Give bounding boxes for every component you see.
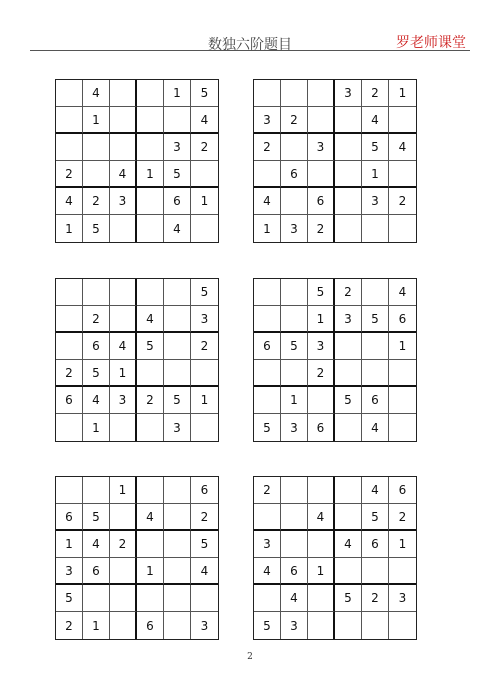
sudoku-cell xyxy=(83,477,110,504)
sudoku-cell: 3 xyxy=(191,306,218,333)
sudoku-cell xyxy=(137,414,164,441)
sudoku-cell: 1 xyxy=(110,477,137,504)
sudoku-cell xyxy=(335,477,362,504)
sudoku-cell: 3 xyxy=(281,414,308,441)
sudoku-cell: 2 xyxy=(191,134,218,161)
header-rule xyxy=(30,50,470,51)
sudoku-cell: 4 xyxy=(389,134,416,161)
sudoku-cell: 5 xyxy=(281,333,308,360)
sudoku-cell xyxy=(308,531,335,558)
sudoku-cell xyxy=(137,80,164,107)
sudoku-cell: 5 xyxy=(83,504,110,531)
sudoku-cell: 4 xyxy=(83,387,110,414)
sudoku-cell xyxy=(389,215,416,242)
sudoku-cell xyxy=(254,387,281,414)
sudoku-cell xyxy=(389,558,416,585)
sudoku-cell: 5 xyxy=(83,215,110,242)
sudoku-cell: 1 xyxy=(254,215,281,242)
sudoku-cell: 6 xyxy=(56,387,83,414)
sudoku-cell xyxy=(110,107,137,134)
sudoku-cell: 6 xyxy=(83,558,110,585)
sudoku-cell xyxy=(308,477,335,504)
sudoku-cell xyxy=(281,504,308,531)
sudoku-cell: 4 xyxy=(362,107,389,134)
sudoku-cell xyxy=(335,107,362,134)
sudoku-cell: 5 xyxy=(362,306,389,333)
sudoku-cell xyxy=(389,161,416,188)
sudoku-cell: 4 xyxy=(362,414,389,441)
sudoku-cell: 6 xyxy=(164,188,191,215)
sudoku-cell: 1 xyxy=(83,414,110,441)
sudoku-grid-2 xyxy=(253,79,417,243)
sudoku-cell xyxy=(110,80,137,107)
sudoku-cell xyxy=(137,215,164,242)
sudoku-cell: 3 xyxy=(281,612,308,639)
sudoku-cell: 4 xyxy=(137,504,164,531)
sudoku-cell: 3 xyxy=(335,306,362,333)
sudoku-cell: 1 xyxy=(308,558,335,585)
sudoku-cell xyxy=(191,414,218,441)
page-number: 2 xyxy=(247,652,253,662)
sudoku-cell xyxy=(191,585,218,612)
sudoku-cell: 1 xyxy=(164,80,191,107)
sudoku-cell: 1 xyxy=(281,387,308,414)
sudoku-cell xyxy=(110,558,137,585)
sudoku-cell: 1 xyxy=(110,360,137,387)
sudoku-cell xyxy=(281,306,308,333)
sudoku-cell xyxy=(164,612,191,639)
sudoku-grid-6 xyxy=(253,476,417,640)
sudoku-cell xyxy=(389,107,416,134)
sudoku-cell xyxy=(137,360,164,387)
sudoku-cell xyxy=(83,585,110,612)
sudoku-cell: 1 xyxy=(362,161,389,188)
sudoku-cell: 5 xyxy=(335,387,362,414)
sudoku-cell: 5 xyxy=(362,134,389,161)
sudoku-cell xyxy=(389,414,416,441)
sudoku-cell xyxy=(281,477,308,504)
sudoku-cell: 4 xyxy=(110,333,137,360)
sudoku-cell xyxy=(56,80,83,107)
sudoku-cell: 2 xyxy=(83,306,110,333)
sudoku-cell: 5 xyxy=(254,414,281,441)
sudoku-cell: 3 xyxy=(200,618,209,633)
sudoku-cell: 2 xyxy=(308,215,335,242)
sudoku-cell: 4 xyxy=(308,504,335,531)
sudoku-cell: 2 xyxy=(362,80,389,107)
sudoku-cell: 3 xyxy=(254,531,281,558)
sudoku-cell xyxy=(335,558,362,585)
sudoku-cell xyxy=(56,414,83,441)
sudoku-cell xyxy=(137,279,164,306)
sudoku-cell: 6 xyxy=(254,333,281,360)
sudoku-cell: 2 xyxy=(191,504,218,531)
sudoku-cell: 5 xyxy=(137,333,164,360)
sudoku-cell: 6 xyxy=(281,558,308,585)
sudoku-cell: 3 xyxy=(110,387,137,414)
sudoku-cell xyxy=(110,585,137,612)
sudoku-cell xyxy=(254,306,281,333)
sudoku-cell xyxy=(389,360,416,387)
sudoku-cell xyxy=(308,80,335,107)
sudoku-cell xyxy=(281,279,308,306)
sudoku-cell: 5 xyxy=(308,279,335,306)
sudoku-cell: 2 xyxy=(362,585,389,612)
sudoku-cell: 1 xyxy=(389,333,416,360)
sudoku-cell xyxy=(164,360,191,387)
sudoku-cell: 5 xyxy=(56,585,83,612)
sudoku-cell xyxy=(281,134,308,161)
sudoku-cell xyxy=(56,306,83,333)
sudoku-cell: 2 xyxy=(389,504,416,531)
sudoku-cell: 2 xyxy=(137,387,164,414)
sudoku-cell xyxy=(335,161,362,188)
sudoku-cell xyxy=(56,107,83,134)
sudoku-cell: 3 xyxy=(281,215,308,242)
sudoku-cell: 2 xyxy=(389,188,416,215)
sudoku-cell: 2 xyxy=(56,161,83,188)
sudoku-cell xyxy=(164,107,191,134)
sudoku-cell xyxy=(362,333,389,360)
sudoku-cell xyxy=(281,188,308,215)
sudoku-cell: 1 xyxy=(56,531,83,558)
sudoku-cell xyxy=(335,612,362,639)
sudoku-cell xyxy=(164,279,191,306)
sudoku-grid-1 xyxy=(55,79,219,243)
sudoku-cell: 1 xyxy=(83,107,110,134)
sudoku-cell xyxy=(110,612,137,639)
sudoku-cell: 6 xyxy=(191,477,218,504)
sudoku-cell xyxy=(362,558,389,585)
sudoku-grid-4 xyxy=(253,278,417,442)
sudoku-cell xyxy=(83,161,110,188)
sudoku-cell: 4 xyxy=(83,531,110,558)
sudoku-cell xyxy=(137,477,164,504)
sudoku-cell xyxy=(137,134,164,161)
sudoku-grid-3 xyxy=(55,278,219,442)
sudoku-cell xyxy=(335,360,362,387)
sudoku-cell: 1 xyxy=(56,215,83,242)
sudoku-cell xyxy=(281,80,308,107)
sudoku-cell: 3 xyxy=(110,188,137,215)
sudoku-cell: 5 xyxy=(191,80,218,107)
sudoku-cell: 2 xyxy=(83,188,110,215)
sudoku-cell: 6 xyxy=(389,306,416,333)
brand-label: 罗老师课堂 xyxy=(396,35,466,51)
sudoku-cell xyxy=(56,477,83,504)
sudoku-cell xyxy=(83,134,110,161)
sudoku-cell xyxy=(389,387,416,414)
sudoku-cell xyxy=(110,215,137,242)
sudoku-cell: 5 xyxy=(164,387,191,414)
sudoku-cell xyxy=(335,333,362,360)
sudoku-cell: 3 xyxy=(308,333,335,360)
sudoku-cell: 2 xyxy=(254,134,281,161)
sudoku-cell: 6 xyxy=(281,161,308,188)
sudoku-cell: 3 xyxy=(335,80,362,107)
sudoku-cell: 4 xyxy=(83,80,110,107)
sudoku-cell: 5 xyxy=(191,279,218,306)
sudoku-cell xyxy=(164,558,191,585)
sudoku-cell: 6 xyxy=(389,477,416,504)
sudoku-cell: 6 xyxy=(362,387,389,414)
sudoku-cell: 5 xyxy=(362,504,389,531)
sudoku-cell: 3 xyxy=(308,134,335,161)
sudoku-cell: 1 xyxy=(137,558,164,585)
sudoku-cell xyxy=(164,585,191,612)
sudoku-cell xyxy=(110,134,137,161)
sudoku-cell xyxy=(308,585,335,612)
sudoku-cell: 6 xyxy=(56,504,83,531)
sudoku-cell: 2 xyxy=(191,333,218,360)
sudoku-cell: 4 xyxy=(281,585,308,612)
sudoku-cell: 3 xyxy=(389,585,416,612)
sudoku-cell: 4 xyxy=(335,531,362,558)
sudoku-cell: 6 xyxy=(362,531,389,558)
sudoku-cell xyxy=(254,585,281,612)
sudoku-cell: 4 xyxy=(110,161,137,188)
sudoku-cell xyxy=(308,612,335,639)
sudoku-cell: 2 xyxy=(335,279,362,306)
sudoku-cell xyxy=(110,414,137,441)
sudoku-cell xyxy=(137,107,164,134)
sudoku-cell xyxy=(56,279,83,306)
sudoku-cell: 3 xyxy=(164,414,191,441)
sudoku-cell xyxy=(362,360,389,387)
sudoku-cell: 4 xyxy=(137,306,164,333)
sudoku-cell xyxy=(191,360,218,387)
sudoku-cell: 2 xyxy=(56,612,83,639)
sudoku-cell xyxy=(335,414,362,441)
sudoku-cell xyxy=(335,504,362,531)
sudoku-cell xyxy=(56,333,83,360)
sudoku-cell: 4 xyxy=(254,188,281,215)
sudoku-cell: 6 xyxy=(137,612,164,639)
sudoku-cell xyxy=(110,306,137,333)
sudoku-cell: 1 xyxy=(191,387,218,414)
sudoku-cell: 3 xyxy=(56,558,83,585)
page-title: 数独六阶题目 xyxy=(208,37,292,53)
sudoku-cell xyxy=(362,279,389,306)
sudoku-cell: 4 xyxy=(362,477,389,504)
sudoku-cell xyxy=(335,188,362,215)
sudoku-cell xyxy=(254,504,281,531)
sudoku-cell: 3 xyxy=(254,107,281,134)
sudoku-cell: 4 xyxy=(191,107,218,134)
sudoku-cell xyxy=(137,188,164,215)
sudoku-cell: 5 xyxy=(191,531,218,558)
sudoku-cell: 2 xyxy=(110,531,137,558)
sudoku-cell: 1 xyxy=(389,80,416,107)
sudoku-cell xyxy=(191,161,218,188)
sudoku-cell: 6 xyxy=(83,333,110,360)
sudoku-cell xyxy=(308,161,335,188)
sudoku-cell xyxy=(56,134,83,161)
sudoku-cell: 6 xyxy=(308,188,335,215)
sudoku-cell: 1 xyxy=(191,188,218,215)
sudoku-cell: 1 xyxy=(137,161,164,188)
sudoku-cell xyxy=(362,612,389,639)
sudoku-cell xyxy=(335,134,362,161)
sudoku-cell xyxy=(335,215,362,242)
sudoku-cell: 6 xyxy=(308,414,335,441)
sudoku-cell xyxy=(254,360,281,387)
sudoku-cell: 4 xyxy=(164,215,191,242)
sudoku-cell: 2 xyxy=(281,107,308,134)
sudoku-cell: 4 xyxy=(191,558,218,585)
sudoku-cell xyxy=(281,531,308,558)
sudoku-cell: 4 xyxy=(254,558,281,585)
sudoku-cell xyxy=(191,215,218,242)
sudoku-cell: 2 xyxy=(308,360,335,387)
sudoku-cell: 1 xyxy=(83,612,110,639)
sudoku-cell: 2 xyxy=(254,477,281,504)
sudoku-cell xyxy=(281,360,308,387)
sudoku-cell xyxy=(83,279,110,306)
sudoku-grid-5 xyxy=(55,476,219,640)
sudoku-cell: 2 xyxy=(56,360,83,387)
sudoku-cell xyxy=(308,387,335,414)
sudoku-cell xyxy=(389,612,416,639)
sudoku-cell: 4 xyxy=(56,188,83,215)
sudoku-cell xyxy=(362,215,389,242)
sudoku-cell xyxy=(254,161,281,188)
sudoku-cell: 4 xyxy=(389,279,416,306)
sudoku-cell xyxy=(164,306,191,333)
sudoku-cell: 5 xyxy=(83,360,110,387)
sudoku-cell: 5 xyxy=(164,161,191,188)
sudoku-cell: 3 xyxy=(164,134,191,161)
sudoku-cell: 1 xyxy=(389,531,416,558)
sudoku-cell xyxy=(254,80,281,107)
sudoku-cell xyxy=(308,107,335,134)
sudoku-cell xyxy=(137,531,164,558)
sudoku-cell xyxy=(164,504,191,531)
sudoku-cell xyxy=(137,585,164,612)
sudoku-cell xyxy=(164,333,191,360)
sudoku-cell xyxy=(164,531,191,558)
sudoku-cell: 1 xyxy=(308,306,335,333)
sudoku-cell: 3 xyxy=(362,188,389,215)
sudoku-cell xyxy=(110,279,137,306)
sudoku-cell xyxy=(110,504,137,531)
sudoku-cell: 5 xyxy=(335,585,362,612)
sudoku-cell xyxy=(164,477,191,504)
sudoku-cell xyxy=(254,279,281,306)
sudoku-cell: 5 xyxy=(254,612,281,639)
